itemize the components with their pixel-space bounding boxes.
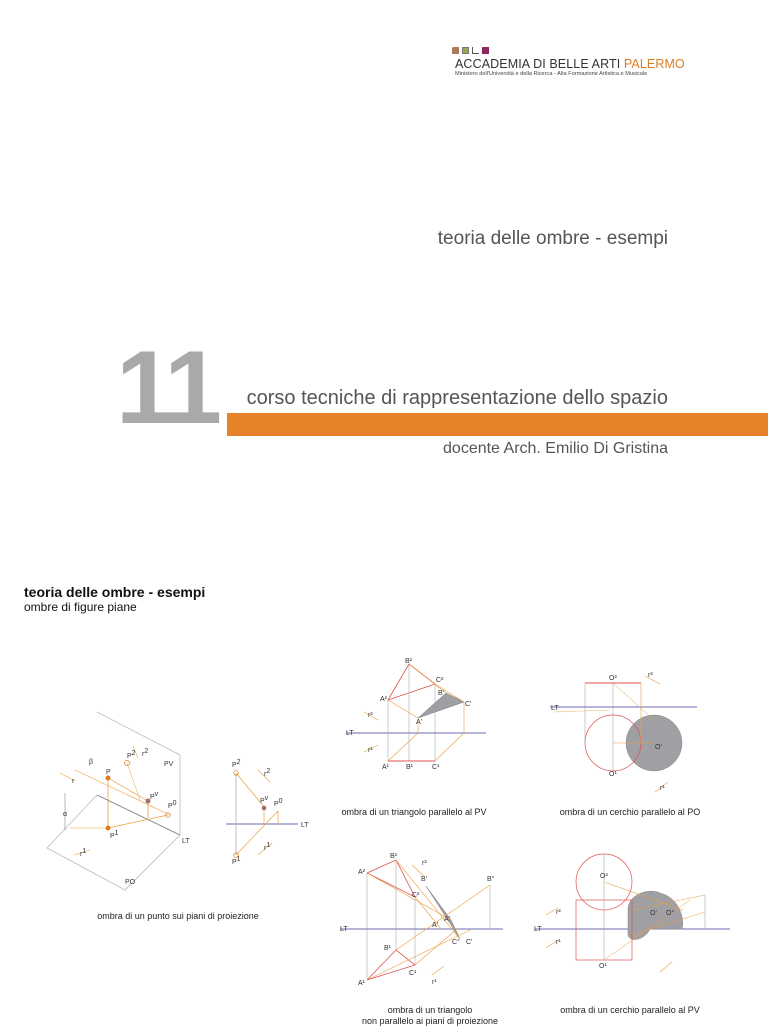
ray-c-top [435,733,464,761]
section-subtitle: ombre di figure piane [24,600,137,614]
figure-punto-axonometric [40,700,240,900]
label-B2: B² [390,853,397,860]
ray-r1 [236,811,278,855]
point-Pv [262,806,267,811]
logo-square-4 [482,47,489,54]
label-PV: PV [164,761,174,768]
r1-tick-b [660,962,672,972]
lesson-number: 11 [116,330,218,446]
label-beta: β [89,759,94,766]
label-P1: P1 [110,830,119,840]
label-B2: B² [405,658,412,665]
figure-punto-ortho [220,755,320,865]
label-Bs: B' [421,876,428,883]
point-P1 [106,826,111,831]
ray-b [396,860,460,939]
label-P0: P0 [168,800,177,810]
academy-logo-mark [452,47,489,55]
label-O1: O¹ [609,771,617,778]
ray-r1 [108,815,168,828]
label-B1: B¹ [384,945,391,952]
label-alpha: α [63,811,68,818]
label-A1: A¹ [382,764,389,771]
label-B1: B¹ [406,764,413,771]
label-LT: LT [340,926,348,933]
label-r1: r¹ [368,747,373,754]
label-r2: r² [368,712,373,719]
label-r: r [72,778,75,785]
label-r2: r² [648,672,653,679]
label-P2: P2 [127,750,136,760]
label-LT: LT [182,838,190,845]
label-A2: A² [380,696,387,703]
label-A1: A¹ [358,980,365,987]
label-O1: O¹ [599,963,607,970]
label-C2: C² [436,677,444,684]
label-C2: C² [412,892,420,899]
label-r1: r1 [80,848,87,858]
label-Cs: C' [466,939,473,946]
po-plane-outline [47,795,180,890]
academy-name-main: ACCADEMIA DI BELLE ARTI [455,57,621,71]
label-P0: P0 [274,798,283,808]
figure-cerchio-po [545,665,705,795]
label-Os: O' [655,744,662,751]
caption-triangolo-np-line1: ombra di un triangolo [387,1005,473,1015]
label-O2: O² [600,873,608,880]
label-LT: LT [346,730,354,737]
label-r2: r² [422,860,427,867]
academy-city: PALERMO [623,57,685,71]
label-Pv: Pv [260,795,269,805]
label-r2: r2 [142,748,149,758]
caption-triangolo-np-line2: non parallelo ai piani di proiezione [361,1016,499,1026]
label-LT: LT [551,705,559,712]
caption-punto: ombra di un punto sui piani di proiezione [97,911,259,921]
cover-subtitle: teoria delle ombre - esempi [437,228,668,249]
ray-a [388,700,418,718]
academy-name [455,57,685,71]
shadow-tangent [554,710,610,712]
label-A2: A² [358,869,365,876]
label-r1: r¹ [660,785,665,792]
section-title: teoria delle ombre - esempi [24,584,206,600]
ray-r2 [108,778,148,801]
label-Cq: C° [452,939,460,946]
caption-triangolo-pv: ombra di un triangolo parallelo al PV [341,807,487,817]
label-As: A' [444,916,451,923]
label-O2: O² [609,675,617,682]
label-P2: P2 [232,759,241,769]
label-Bs: B' [438,690,445,697]
logo-square-2 [462,47,469,54]
label-r2: r² [556,909,561,916]
label-Oq: O° [666,910,675,917]
label-C1: C¹ [409,970,417,977]
label-P: P [106,769,111,776]
label-Os: O' [650,910,657,917]
label-r1: r¹ [556,939,561,946]
label-As: A' [416,719,423,726]
ray-a-long [367,929,472,980]
label-Cs: C' [465,701,472,708]
label-r1: r1 [264,842,271,852]
accent-bar [227,413,768,436]
point-P [106,776,111,781]
label-Pv: Pv [150,791,159,801]
label-r1: r¹ [432,979,437,986]
r1-tick [432,966,444,975]
p2-projector [127,763,140,800]
caption-cerchio-pv: ombra di un cerchio parallelo al PV [560,1005,700,1015]
logo-square-1 [452,47,459,54]
triangle-front-view [367,860,415,897]
academy-ministry: Ministero dell'Università e della Ricerca - Alta Formazione Artistica e Musicale [455,71,648,77]
triangle-top-view [367,950,415,980]
label-P1: P1 [232,856,241,866]
course-title: corso tecniche di rappresentazione dello spazio [246,387,668,409]
teacher-name: docente Arch. Emilio Di Gristina [443,440,668,457]
logo-square-3 [472,47,479,54]
ray-a-top [388,733,418,761]
caption-cerchio-po: ombra di un cerchio parallelo al PO [559,807,701,817]
label-A-lt: A' [432,922,439,929]
label-PO: PO [125,879,136,886]
label-r2: r2 [264,768,271,778]
figure-cerchio-pv [530,850,735,975]
triangle-front-view [388,664,435,700]
label-C1: C¹ [432,764,440,771]
label-Bq: B° [487,876,495,883]
ray-c-long [415,929,457,965]
figure-triangolo-non-parallelo [335,845,510,995]
ray-a [367,873,451,920]
label-LT: LT [301,822,309,829]
figure-triangolo-pv [340,655,500,775]
ray-o2 [613,683,654,720]
label-LT: LT [534,926,542,933]
